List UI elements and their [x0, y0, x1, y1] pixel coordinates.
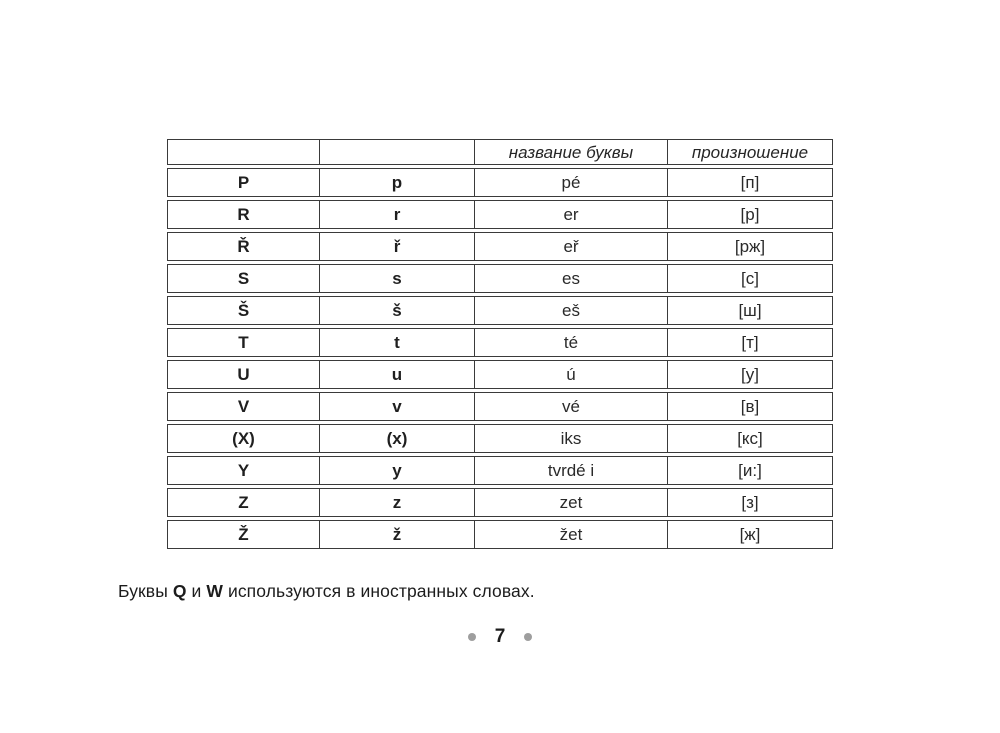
- table-row: [167, 392, 833, 421]
- pronunciation: [т]: [667, 328, 833, 357]
- lowercase-letter: (x): [319, 424, 474, 453]
- lowercase-letter: u: [319, 360, 474, 389]
- page-footer: [0, 626, 1000, 648]
- uppercase-letter: P: [167, 168, 319, 197]
- table-row: [167, 200, 833, 229]
- pronunciation: [рж]: [667, 232, 833, 261]
- letter-name: pé: [474, 168, 667, 197]
- uppercase-letter: Ž: [167, 520, 319, 549]
- header-lowercase-empty: [319, 139, 474, 165]
- header-letter-name: название буквы: [474, 139, 667, 165]
- lowercase-letter: p: [319, 168, 474, 197]
- uppercase-letter: T: [167, 328, 319, 357]
- footnote: [118, 581, 535, 602]
- table-row: [167, 328, 833, 357]
- uppercase-letter: V: [167, 392, 319, 421]
- footnote-and: и: [186, 581, 207, 601]
- lowercase-letter: s: [319, 264, 474, 293]
- uppercase-letter: Š: [167, 296, 319, 325]
- pronunciation: [з]: [667, 488, 833, 517]
- lowercase-letter: ř: [319, 232, 474, 261]
- alphabet-table: [167, 136, 833, 552]
- table-row: [167, 520, 833, 549]
- pronunciation: [п]: [667, 168, 833, 197]
- left-dot-ornament: [468, 633, 476, 641]
- table-row: [167, 264, 833, 293]
- letter-name: es: [474, 264, 667, 293]
- pronunciation: [в]: [667, 392, 833, 421]
- right-dot-ornament: [524, 633, 532, 641]
- uppercase-letter: U: [167, 360, 319, 389]
- pronunciation: [ш]: [667, 296, 833, 325]
- letter-name: eř: [474, 232, 667, 261]
- pronunciation: [р]: [667, 200, 833, 229]
- letter-name: ú: [474, 360, 667, 389]
- letter-name: tvrdé i: [474, 456, 667, 485]
- table-row: [167, 360, 833, 389]
- table-row: [167, 424, 833, 453]
- footnote-prefix: Буквы: [118, 581, 173, 601]
- letter-name: eš: [474, 296, 667, 325]
- lowercase-letter: z: [319, 488, 474, 517]
- table-row: [167, 488, 833, 517]
- pronunciation: [кс]: [667, 424, 833, 453]
- header-uppercase-empty: [167, 139, 319, 165]
- footnote-suffix: используются в иностранных словах.: [223, 581, 535, 601]
- uppercase-letter: Y: [167, 456, 319, 485]
- letter-name: vé: [474, 392, 667, 421]
- uppercase-letter: (X): [167, 424, 319, 453]
- letter-name: iks: [474, 424, 667, 453]
- lowercase-letter: r: [319, 200, 474, 229]
- footnote-letter-q: Q: [172, 581, 187, 601]
- lowercase-letter: y: [319, 456, 474, 485]
- pronunciation: [ж]: [667, 520, 833, 549]
- footnote-letter-w: W: [206, 581, 223, 601]
- table-row: [167, 456, 833, 485]
- uppercase-letter: Ř: [167, 232, 319, 261]
- table-row: [167, 296, 833, 325]
- letter-name: té: [474, 328, 667, 357]
- uppercase-letter: Z: [167, 488, 319, 517]
- header-pronunciation: произношение: [667, 139, 833, 165]
- pronunciation: [и:]: [667, 456, 833, 485]
- uppercase-letter: R: [167, 200, 319, 229]
- page-number: 7: [494, 626, 506, 647]
- pronunciation: [с]: [667, 264, 833, 293]
- lowercase-letter: t: [319, 328, 474, 357]
- lowercase-letter: v: [319, 392, 474, 421]
- uppercase-letter: S: [167, 264, 319, 293]
- table-row: [167, 168, 833, 197]
- letter-name: zet: [474, 488, 667, 517]
- letter-name: er: [474, 200, 667, 229]
- lowercase-letter: š: [319, 296, 474, 325]
- table-row: [167, 232, 833, 261]
- table-header-row: [167, 139, 833, 165]
- lowercase-letter: ž: [319, 520, 474, 549]
- letter-name: žet: [474, 520, 667, 549]
- pronunciation: [у]: [667, 360, 833, 389]
